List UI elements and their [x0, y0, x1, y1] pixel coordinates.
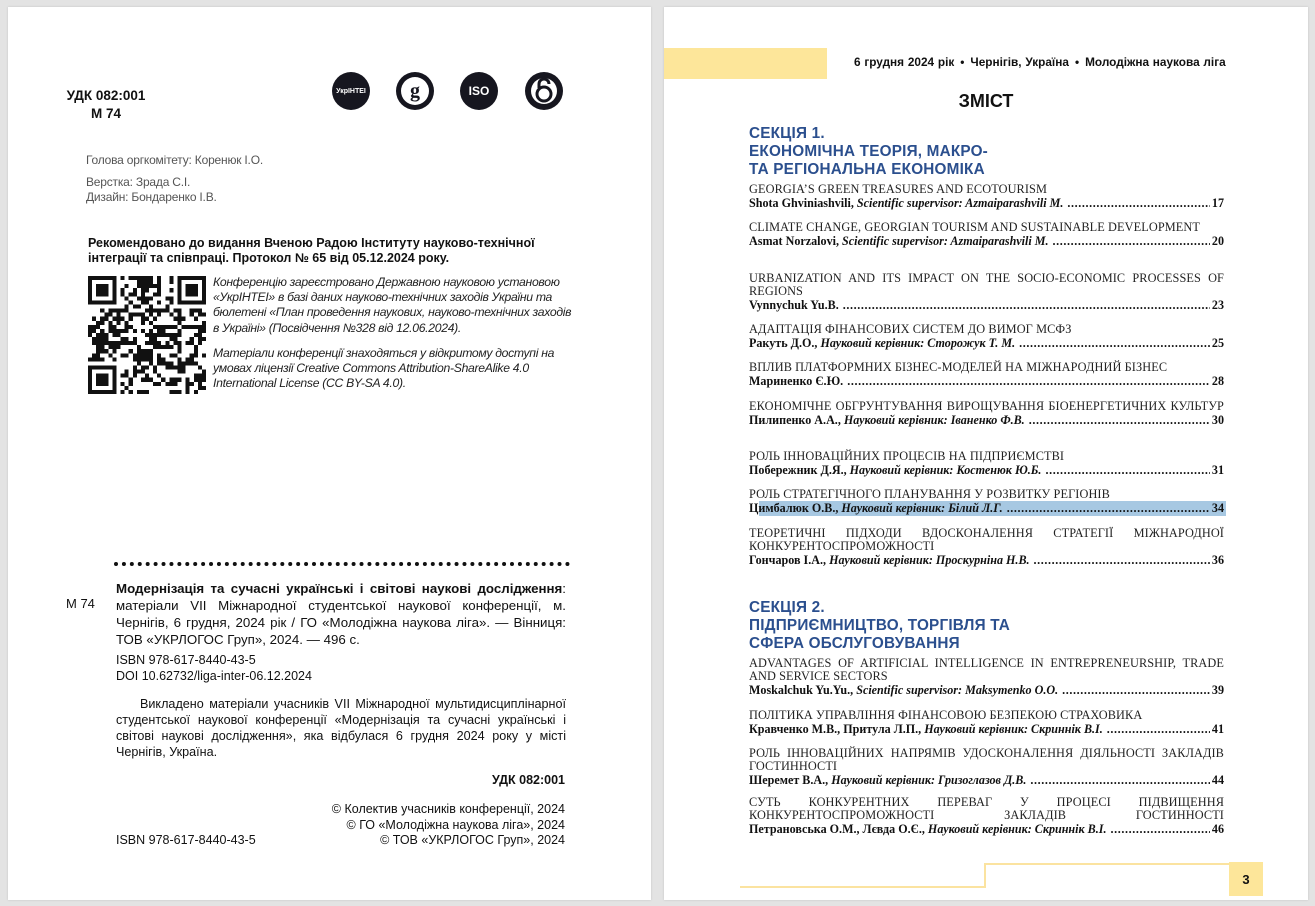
toc-entry-supervisor: Scientific supervisor: Maksymenko O.O.	[853, 683, 1059, 697]
biblio-rest: : матеріали VII Міжнародної студентської наукової конференції, м. Чернігів, 6 грудня, 2024 рік / ГО «Молодіжна наукова ліга». — Вінниця: ТОВ «УКРЛОГОС Груп», 2024. — 496 с.	[116, 581, 566, 647]
section-heading-line: СЕКЦІЯ 2.	[749, 599, 825, 616]
section-heading-line: ПІДПРИЄМНИЦТВО, ТОРГІВЛЯ ТА	[749, 617, 1011, 634]
copyright-line: © Колектив учасників конференції, 2024	[331, 802, 565, 816]
toc-entry-title: CLIMATE CHANGE, GEORGIAN TOURISM AND SUSTAINABLE DEVELOPMENT	[749, 220, 1201, 234]
toc-entry-authors: Shota Ghviniashvili,	[749, 196, 854, 210]
copyrights	[332, 802, 565, 849]
toc-entry[interactable]	[749, 527, 1224, 567]
dot-leader	[1053, 234, 1210, 248]
toc-entry-page: 30	[1211, 413, 1224, 427]
toc-entry[interactable]	[749, 796, 1224, 836]
registration-text: Конференцію зареєстровано Державною науковою установою «УкрІНТЕІ» в базі даних науково-технічних заходів України та бюлетені «План проведення наукових, науково-технічних заходів в Україні» (Посвідчення №328 від 12.06.2024).	[213, 275, 572, 335]
udk-bottom: УДК 082:001	[491, 773, 565, 787]
open-access-logo-icon	[525, 72, 563, 110]
toc-entry[interactable]	[749, 657, 1224, 697]
dot-leader	[847, 374, 1210, 388]
toc-entry[interactable]	[749, 272, 1224, 312]
dot-leader	[1007, 501, 1210, 515]
isbn-doi	[116, 652, 312, 684]
toc-entry-supervisor: Науковий керівник: Сторожук Т. М.	[817, 336, 1016, 350]
toc-entry-authors-line	[749, 463, 1224, 477]
toc-entry-page: 41	[1211, 722, 1224, 736]
toc-entry-authors: Vynnychuk Yu.B.	[749, 298, 839, 312]
udk-code-block	[60, 87, 152, 123]
page-number: 3	[1229, 862, 1263, 896]
iso-logo-icon	[460, 72, 498, 110]
toc-entry-page: 46	[1211, 822, 1224, 836]
toc-entry-authors: Побережник Д.Я.,	[749, 463, 847, 477]
section-2-heading	[749, 599, 1229, 653]
toc-entry-authors-line	[749, 413, 1224, 427]
udk-code: УДК 082:001	[66, 88, 146, 103]
toc-entry-title: АДАПТАЦІЯ ФІНАНСОВИХ СИСТЕМ ДО ВИМОГ МСФЗ	[749, 322, 1072, 336]
iso-logo-text: ISO	[468, 84, 490, 98]
dot-leader	[1067, 196, 1210, 210]
copyright-line: © ГО «Молодіжна наукова ліга», 2024	[346, 817, 565, 832]
google-scholar-logo-text: g	[410, 79, 420, 102]
toc-entry-authors-line	[749, 374, 1224, 388]
toc-entry-supervisor: Науковий керівник: Проскурніна Н.В.	[826, 553, 1030, 567]
header-accent-band	[664, 48, 827, 79]
credit-head: Голова оргкомітету: Коренюк І.О.	[86, 153, 263, 167]
dot-leader	[1110, 822, 1209, 836]
toc-entry-title: РОЛЬ СТРАТЕГІЧНОГО ПЛАНУВАННЯ У РОЗВИТКУ РЕГІОНІВ	[749, 487, 1110, 501]
toc-entry[interactable]	[749, 400, 1224, 427]
toc-entry[interactable]	[749, 709, 1224, 736]
recommendation-text: Рекомендовано до видання Вченою Радою Інституту науково-технічної інтеграції та співпраці. Протокол № 65 від 05.12.2024 року.	[88, 236, 535, 265]
toc-entry[interactable]	[749, 747, 1224, 787]
toc-entry[interactable]	[749, 323, 1224, 350]
google-scholar-logo-icon	[396, 72, 434, 110]
header-org: Молодіжна наукова ліга	[1085, 55, 1226, 69]
toc-entry-title: GEORGIA’S GREEN TREASURES AND ECOTOURISM	[749, 182, 1048, 196]
toc-entry-authors-line	[749, 196, 1224, 210]
toc-entry-title: ТЕОРЕТИЧНІ ПІДХОДИ ВДОСКОНАЛЕННЯ СТРАТЕГІЇ МІЖНАРОДНОЇ КОНКУРЕНТОСПРОМОЖНОСТІ	[749, 526, 1224, 553]
footer-rule	[740, 886, 986, 888]
dot-leader	[1107, 722, 1210, 736]
toc-entry-page: 39	[1211, 683, 1224, 697]
toc-entry-supervisor: Науковий керівник: Гризоглазов Д.В.	[828, 773, 1027, 787]
toc-entry-page: 23	[1211, 298, 1224, 312]
toc-entry-authors: Цимбалюк О.В.,	[749, 501, 839, 515]
toc-entry-page: 36	[1211, 553, 1224, 567]
toc-entry-authors-line	[749, 553, 1224, 567]
toc-entry-title: СУТЬ КОНКУРЕНТНИХ ПЕРЕВАГ У ПРОЦЕСІ ПІДВИЩЕННЯ КОНКУРЕНТОСПРОМОЖНОСТІ ЗАКЛАДІВ ГОСТИННОСТІ	[749, 795, 1224, 822]
toc-entry-supervisor: Scientific supervisor: Azmaiparashvili M.	[853, 196, 1064, 210]
toc-entry-supervisor: Scientific supervisor: Azmaiparashvili M.	[839, 234, 1049, 248]
toc-entry-authors-line	[749, 822, 1224, 836]
footer-rule	[984, 863, 1230, 865]
toc-entry-authors-line	[749, 234, 1224, 248]
toc-entry-page: 44	[1211, 773, 1224, 787]
toc-entry-page: 25	[1211, 336, 1224, 350]
section-heading-line: ТА РЕГІОНАЛЬНА ЕКОНОМІКА	[749, 161, 985, 178]
header-date: 6 грудня 2024 рік	[854, 55, 955, 69]
section-heading-line: СФЕРА ОБСЛУГОВУВАННЯ	[749, 635, 960, 652]
toc-entry-title: РОЛЬ ІННОВАЦІЙНИХ НАПРЯМІВ УДОСКОНАЛЕННЯ ДІЯЛЬНОСТІ ЗАКЛАДІВ ГОСТИННОСТІ	[749, 746, 1224, 773]
section-heading-line: СЕКЦІЯ 1.	[749, 125, 825, 142]
bibliographic-description	[116, 580, 566, 648]
toc-entry-title: ПОЛІТИКА УПРАВЛІННЯ ФІНАНСОВОЮ БЕЗПЕКОЮ СТРАХОВИКА	[749, 708, 1143, 722]
ukrintei-logo-text: УкрІНТЕІ	[336, 87, 366, 95]
toc-entry-page: 20	[1211, 234, 1224, 248]
toc-entry-authors: Moskalchuk Yu.Yu.,	[749, 683, 854, 697]
header-place: Чернігів, Україна	[970, 55, 1069, 69]
toc-entry-authors-line	[749, 501, 1224, 515]
toc-entry-page: 34	[1211, 501, 1224, 515]
toc-entry[interactable]	[749, 488, 1224, 515]
license-text: Матеріали конференції знаходяться у відкритому доступі на умовах ліцензії Creative Commons Attribution-ShareAlike 4.0 International License (CC BY-SA 4.0).	[213, 345, 555, 391]
catalog-code: М 74	[90, 106, 121, 121]
toc-entry-page: 17	[1211, 196, 1224, 210]
section-1-heading	[749, 125, 1229, 179]
dotted-divider	[114, 562, 570, 566]
toc-entry[interactable]	[749, 183, 1224, 210]
toc-entry-authors: Кравченко М.В., Притула Л.П.,	[749, 722, 922, 736]
toc-entry-page: 31	[1211, 463, 1224, 477]
running-header	[854, 55, 1226, 69]
qr-code-icon	[88, 276, 206, 394]
credit-design: Дизайн: Бондаренко І.В.	[86, 190, 217, 204]
toc-entry-authors: Мариненко Є.Ю.	[749, 374, 844, 388]
ukrintei-logo-icon	[332, 72, 370, 110]
toc-entry-title: ЕКОНОМІЧНЕ ОБГРУНТУВАННЯ ВИРОЩУВАННЯ БІОЕНЕРГЕТИЧНИХ КУЛЬТУР	[749, 399, 1224, 413]
copyright-line: © ТОВ «УКРЛОГОС Груп», 2024	[380, 833, 565, 847]
toc-entry[interactable]	[749, 450, 1224, 477]
dot-leader	[843, 298, 1210, 312]
toc-entry-authors: Шеремет В.А.,	[749, 773, 829, 787]
dot-leader	[1045, 463, 1209, 477]
bullet: •	[1074, 55, 1080, 69]
left-page	[8, 7, 651, 900]
toc-entry-title: РОЛЬ ІННОВАЦІЙНИХ ПРОЦЕСІВ НА ПІДПРИЄМСТВІ	[749, 449, 1065, 463]
footer-rule	[984, 863, 986, 888]
toc-entry-title: ADVANTAGES OF ARTIFICIAL INTELLIGENCE IN ENTREPRENEURSHIP, TRADE AND SERVICE SECTORS	[749, 656, 1224, 683]
abstract: Викладено матеріали учасників VII Міжнародної мультидисциплінарної студентської наукової конференції «Модернізація та сучасні українські і світові наукові дослідження», яка відбулася 6 грудня 2024 року у місті Чернігів, Україна.	[116, 697, 566, 759]
right-page	[664, 7, 1308, 900]
dot-leader	[1062, 683, 1210, 697]
toc-entry-page: 28	[1211, 374, 1224, 388]
toc-entry[interactable]	[749, 221, 1224, 248]
toc-entry-supervisor: Науковий керівник: Скриннік В.І.	[921, 722, 1103, 736]
registration-info	[213, 275, 573, 391]
toc-entry-title: ВПЛИВ ПЛАТФОРМНИХ БІЗНЕС-МОДЕЛЕЙ НА МІЖНАРОДНИЙ БІЗНЕС	[749, 360, 1168, 374]
credit-layout: Верстка: Зрада С.І.	[86, 175, 191, 189]
isbn: ISBN 978-617-8440-43-5	[116, 653, 256, 667]
toc-entry-authors-line	[749, 298, 1224, 312]
dot-leader	[1019, 336, 1210, 350]
toc-entry-authors-line	[749, 683, 1224, 697]
toc-entry-authors-line	[749, 773, 1224, 787]
toc-entry-authors-line	[749, 722, 1224, 736]
toc-entry-authors-line	[749, 336, 1224, 350]
biblio-title: Модернізація та сучасні українські і світові наукові дослідження	[116, 581, 563, 596]
toc-entry-authors: Ракуть Д.О.,	[749, 336, 818, 350]
dot-leader	[1030, 773, 1210, 787]
dot-leader	[1029, 413, 1210, 427]
toc-entry-authors: Петрановська О.М., Лєвда О.Є.,	[749, 822, 925, 836]
toc-entry-supervisor: Науковий керівник: Скриннік В.І.	[924, 822, 1107, 836]
toc-entry[interactable]	[749, 361, 1224, 388]
toc-entry-title: URBANIZATION AND ITS IMPACT ON THE SOCIO-ECONOMIC PROCESSES OF REGIONS	[749, 271, 1224, 298]
credits	[86, 153, 263, 205]
dot-leader	[1034, 553, 1210, 567]
bullet: •	[960, 55, 965, 69]
doi: DOI 10.62732/liga-inter-06.12.2024	[116, 669, 312, 683]
toc-entry-supervisor: Науковий керівник: Білий Л.Г.	[838, 501, 1003, 515]
toc-entry-authors: Asmat Norzalovi,	[749, 234, 840, 248]
toc-entry-supervisor: Науковий керівник: Іваненко Ф.В.	[840, 413, 1025, 427]
toc-entry-supervisor: Науковий керівник: Костенюк Ю.Б.	[846, 463, 1042, 477]
toc-title: ЗМІСТ	[958, 91, 1014, 111]
section-heading-line: ЕКОНОМІЧНА ТЕОРІЯ, МАКРО-	[749, 143, 988, 160]
isbn-bottom: ISBN 978-617-8440-43-5	[116, 833, 256, 847]
toc-entry-authors: Гончаров І.А.,	[749, 553, 827, 567]
toc-entry-authors: Пилипенко А.А.,	[749, 413, 841, 427]
biblio-code: М 74	[66, 596, 95, 611]
